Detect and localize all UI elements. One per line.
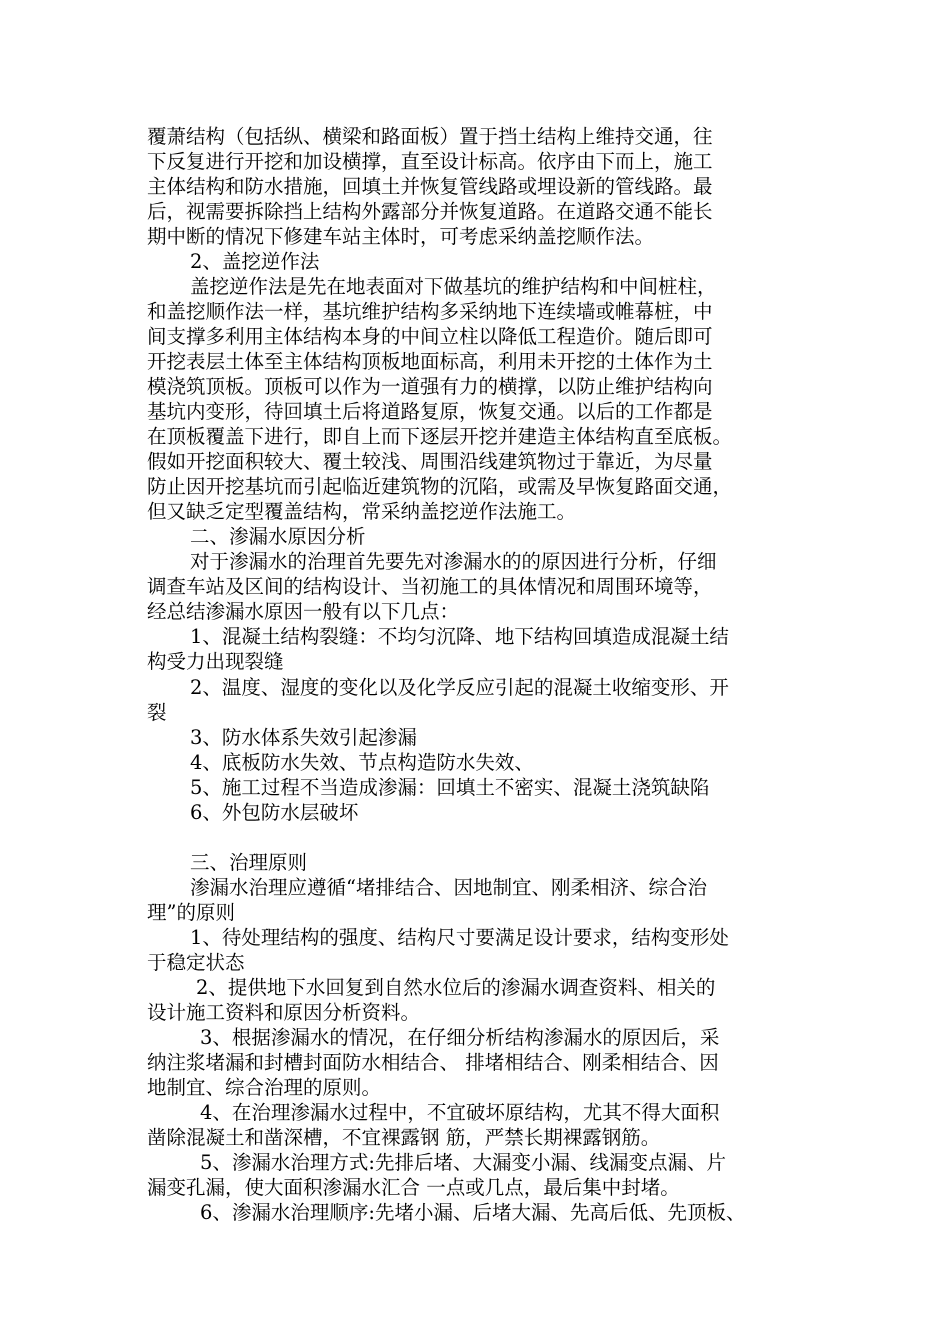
section-heading: 2、盖挖逆作法 [190, 250, 320, 273]
body-line: 和盖挖顺作法一样，基坑维护结构多采纳地下连续墙或帷幕桩，中 [147, 300, 713, 323]
body-line: 模浇筑顶板。顶板可以作为一道强有力的横撑，以防止维护结构向 [147, 375, 713, 398]
body-line: 但又缺乏定型覆盖结构，常采纳盖挖逆作法施工。 [147, 500, 577, 523]
body-line: 主体结构和防水措施，回填土并恢复管线路或埋设新的管线路。最 [147, 175, 713, 198]
body-line: 经总结渗漏水原因一般有以下几点： [147, 600, 460, 623]
body-line: 覆萧结构（包括纵、横梁和路面板）置于挡土结构上维持交通，往 [147, 125, 713, 148]
body-line: 基坑内变形，待回填土后将道路复原，恢复交通。以后的工作都是 [147, 400, 713, 423]
section-heading: 三、治理原则 [190, 851, 308, 874]
list-item-cont: 地制宜、综合治理的原则。 [147, 1076, 382, 1099]
list-item: 6、渗漏水治理顺序:先堵小漏、后堵大漏、先高后低、先顶板、 [200, 1201, 746, 1224]
body-line: 防止因开挖基坑而引起临近建筑物的沉陷，或需及早恢复路面交通， [147, 475, 733, 498]
list-item: 2、温度、湿度的变化以及化学反应引起的混凝土收缩变形、开 [190, 676, 729, 699]
list-item: 5、施工过程不当造成渗漏：回填土不密实、混凝土浇筑缺陷 [190, 776, 710, 799]
body-line: 对于渗漏水的治理首先要先对渗漏水的的原因进行分析，仔细 [190, 550, 717, 573]
list-item: 5、渗漏水治理方式:先排后堵、大漏变小漏、线漏变点漏、片 [200, 1151, 726, 1174]
body-line: 渗漏水治理应遵循“堵排结合、因地制宜、刚柔相济、综合治 [190, 876, 707, 899]
list-item-cont: 裂 [147, 701, 167, 724]
list-item: 6、外包防水层破坏 [190, 801, 359, 824]
list-item-cont: 设计施工资料和原因分析资料。 [147, 1001, 421, 1024]
list-item: 3、根据渗漏水的情况，在仔细分析结构渗漏水的原因后，采 [200, 1026, 720, 1049]
body-line: 下反复进行开挖和加设横撑，直至设计标高。依序由下而上，施工 [147, 150, 713, 173]
list-item: 1、待处理结构的强度、结构尺寸要满足设计要求，结构变形处 [190, 926, 729, 949]
list-item: 4、在治理渗漏水过程中，不宜破坏原结构，尤其不得大面积 [200, 1101, 720, 1124]
section-heading: 二、渗漏水原因分析 [190, 525, 366, 548]
body-line: 假如开挖面积较大、覆土较浅、周围沿线建筑物过于靠近，为尽量 [147, 450, 713, 473]
list-item: 1、混凝土结构裂缝：不均匀沉降、地下结构回填造成混凝土结 [190, 625, 729, 648]
body-line: 间支撑多利用主体结构本身的中间立柱以降低工程造价。随后即可 [147, 325, 713, 348]
body-line: 期中断的情况下修建车站主体时，可考虑采纳盖挖顺作法。 [147, 225, 655, 248]
list-item-cont: 漏变孔漏，使大面积渗漏水汇合 一点或几点，最后集中封堵。 [147, 1176, 680, 1199]
body-line: 后，视需要拆除挡上结构外露部分并恢复道路。在道路交通不能长 [147, 200, 713, 223]
body-line: 在顶板覆盖下进行，即自上而下逐层开挖并建造主体结构直至底板。 [147, 425, 733, 448]
list-item: 3、防水体系失效引起渗漏 [190, 726, 417, 749]
list-item: 2、提供地下水回复到自然水位后的渗漏水调查资料、相关的 [196, 976, 716, 999]
body-line: 开挖表层土体至主体结构顶板地面标高，利用未开挖的土体作为土 [147, 350, 713, 373]
body-line: 盖挖逆作法是先在地表面对下做基坑的维护结构和中间桩柱， [190, 275, 717, 298]
body-line: 理”的原则 [147, 901, 235, 924]
body-line: 调查车站及区间的结构设计、当初施工的具体情况和周围环境等， [147, 575, 713, 598]
list-item-cont: 构受力出现裂缝 [147, 650, 284, 673]
list-item-cont: 于稳定状态 [147, 951, 245, 974]
list-item-cont: 凿除混凝土和凿深槽，不宜裸露钢 筋，严禁长期裸露钢筋。 [147, 1126, 661, 1149]
list-item: 4、底板防水失效、节点构造防水失效、 [190, 751, 534, 774]
list-item-cont: 纳注浆堵漏和封槽封面防水相结合、 排堵相结合、刚柔相结合、因 [147, 1051, 719, 1074]
